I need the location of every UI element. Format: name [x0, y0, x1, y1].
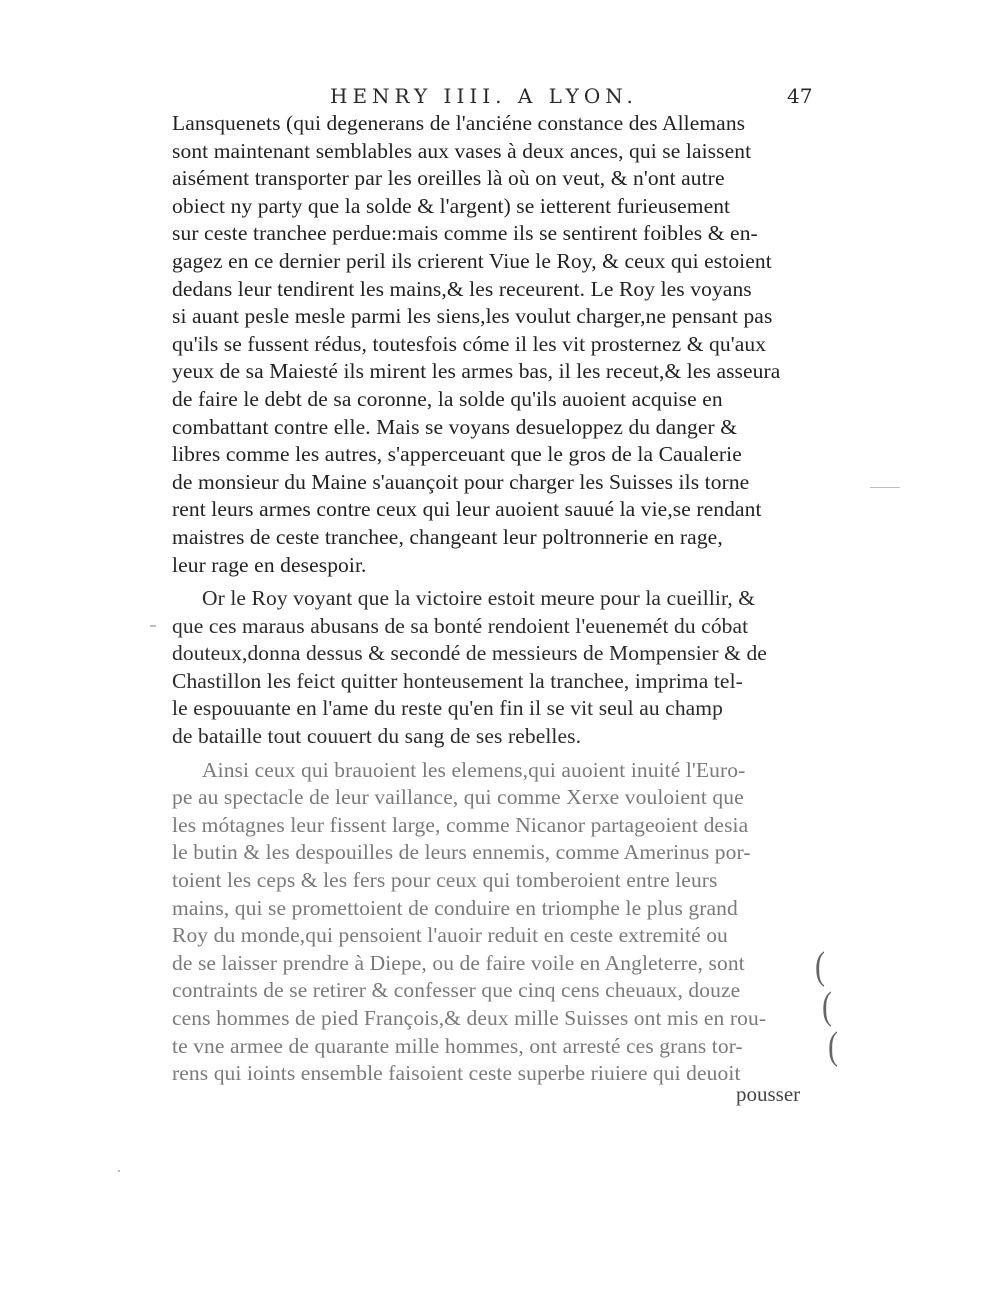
text-line: aisément transporter par les oreilles là où on veut, & n'ont autre: [172, 166, 725, 191]
text-line: qu'ils se fussent rédus, toutesfois cóme il les vit prosternez & qu'aux: [172, 331, 767, 356]
text-line: le butin & les despouilles de leurs ennemis, comme Amerinus por-: [172, 840, 751, 865]
text-line: que ces maraus abusans de sa bonté rendoient l'euenemét du cóbat: [172, 613, 749, 638]
text-line: leur rage en desespoir.: [172, 552, 367, 577]
text-line: gagez en ce dernier peril ils crierent Viue le Roy, & ceux qui estoient: [172, 248, 772, 273]
catchword: pousser: [736, 1082, 801, 1106]
text-line: Ainsi ceux qui brauoient les elemens,qui auoient inuité l'Euro-: [202, 757, 746, 782]
text-line: de monsieur du Maine s'auançoit pour charger les Suisses ils torne: [172, 469, 750, 494]
paper-speck: [870, 487, 900, 488]
text-line: te vne armee de quarante mille hommes, ont arresté ces grans tor-: [172, 1033, 743, 1058]
text-line: dedans leur tendirent les mains,& les receurent. Le Roy les voyans: [172, 276, 752, 301]
paragraph-2: [172, 585, 822, 751]
paragraph-1: [172, 110, 822, 579]
text-line: Roy du monde,qui pensoient l'auoir reduit en ceste extremité ou: [172, 923, 728, 948]
text-line: mains, qui se promettoient de conduire en triomphe le plus grand: [172, 895, 738, 920]
text-line: sur ceste tranchee perdue:mais comme ils se sentirent foibles & en-: [172, 221, 758, 246]
text-line: yeux de sa Maiesté ils mirent les armes bas, il les receut,& les asseura: [172, 359, 781, 384]
text-line: douteux,donna dessus & secondé de messieurs de Mompensier & de: [172, 641, 767, 666]
text-line: obiect ny party que la solde & l'argent) se ietterent furieusement: [172, 193, 731, 218]
text-line: Lansquenets (qui degenerans de l'anciéne constance des Allemans: [172, 111, 746, 135]
page-number: 47: [787, 84, 813, 108]
running-head: HENRY IIII. A LYON.: [330, 84, 638, 108]
text-line: combattant contre elle. Mais se voyans desueloppez du danger &: [172, 414, 738, 439]
text-line: rens qui ioints ensemble faisoient ceste superbe riuiere qui deuoit: [172, 1061, 741, 1086]
text-line: de bataille tout couuert du sang de ses rebelles.: [172, 724, 582, 749]
text-line: Or le Roy voyant que la victoire estoit meure pour la cueillir, &: [202, 586, 756, 611]
text-line: pe au spectacle de leur vaillance, qui comme Xerxe vouloient que: [172, 785, 744, 810]
text-line: si auant pesle mesle parmi les siens,les voulut charger,ne pensant pas: [172, 304, 773, 329]
text-line: toient les ceps & les fers pour ceux qui tomberoient entre leurs: [172, 868, 718, 893]
text-line: libres comme les autres, s'apperceuant que le gros de la Caualerie: [172, 442, 742, 467]
page-body: [172, 110, 822, 1088]
text-line: sont maintenant semblables aux vases à deux ances, qui se laissent: [172, 138, 752, 163]
text-line: contraints de se retirer & confesser que cinq cens cheuaux, douze: [172, 978, 741, 1003]
margin-bracket-mark: (: [822, 984, 832, 1028]
text-line: rent leurs armes contre ceux qui leur auoient sauué la vie,se rendant: [172, 497, 762, 522]
text-line: de se laisser prendre à Diepe, ou de faire voile en Angleterre, sont: [172, 950, 745, 975]
text-line: de faire le debt de sa coronne, la solde qu'ils auoient acquise en: [172, 386, 723, 411]
margin-bracket-mark: (: [828, 1024, 838, 1068]
text-line: le espouuante en l'ame du reste qu'en fin il se vit seul au champ: [172, 696, 723, 721]
margin-bracket-mark: (: [815, 944, 825, 988]
text-line: les mótagnes leur fissent large, comme Nicanor partageoient desia: [172, 812, 749, 837]
paragraph-3: [172, 757, 822, 1088]
text-line: Chastillon les feict quitter honteusement la tranchee, imprima tel-: [172, 668, 743, 693]
paper-speck: [150, 625, 156, 627]
text-line: maistres de ceste tranchee, changeant leur poltronnerie en rage,: [172, 524, 723, 549]
paper-speck: [118, 1170, 120, 1172]
text-line: cens hommes de pied François,& deux mille Suisses ont mis en rou-: [172, 1006, 767, 1030]
